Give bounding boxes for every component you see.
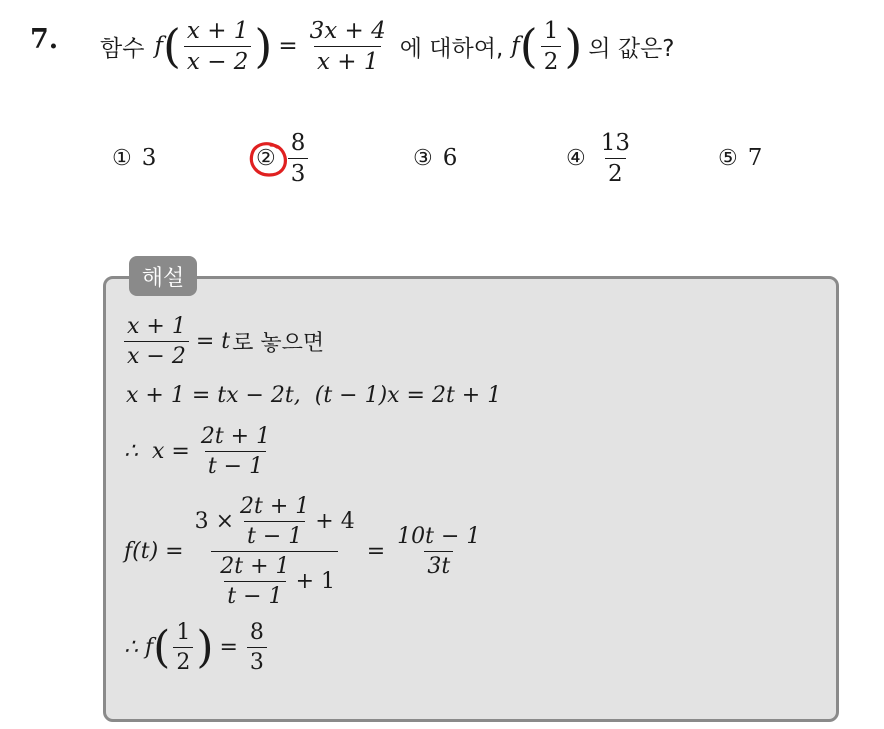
question-number: 7. — [30, 24, 59, 55]
choice-1-value: 3 — [141, 145, 157, 171]
arg-numerator: 1 — [543, 17, 559, 44]
choice-5-marker: ⑤ — [718, 145, 738, 171]
paren-open-2: ( — [519, 19, 538, 73]
final-arg-denominator: 2 — [173, 647, 193, 675]
inner-bottom-numerator: 2t + 1 — [220, 554, 290, 579]
choice-2-denominator: 3 — [288, 158, 309, 187]
solution-line-1 — [124, 314, 324, 369]
choice-4-denominator: 2 — [605, 158, 626, 187]
choice-2-marker-wrap — [256, 146, 276, 171]
choice-1-marker: ① — [112, 145, 132, 171]
choice-2-marker: ② — [256, 145, 276, 171]
question-text — [100, 14, 675, 78]
paren-close-2: ) — [564, 19, 583, 73]
equals-sign-4: = — [366, 539, 386, 564]
choice-3[interactable] — [413, 128, 457, 188]
f-of-t: f(t) = — [124, 539, 184, 564]
inner-top-fraction — [237, 494, 312, 549]
choice-2-numerator: 8 — [290, 129, 306, 156]
function-symbol-2: f — [511, 33, 520, 59]
choice-4-marker: ④ — [566, 145, 586, 171]
complex-bottom-b: + 1 — [295, 569, 335, 594]
rhs-denominator: x + 1 — [314, 46, 382, 75]
question-middle: 에 대하여, — [399, 35, 504, 62]
sub-numerator: x + 1 — [127, 314, 186, 339]
question-suffix: 의 값은? — [588, 35, 675, 62]
solution-line-5 — [124, 620, 270, 675]
sub-fraction — [124, 314, 189, 369]
sub-rest: = t — [195, 329, 231, 354]
complex-top-a: 3 × — [194, 509, 235, 534]
sub-text: 로 놓으면 — [232, 331, 325, 356]
choice-4[interactable] — [566, 128, 636, 188]
selected-answer-circle-icon — [247, 139, 291, 181]
inner-top-denominator: t − 1 — [244, 521, 305, 549]
solution-tag: 해설 — [129, 256, 197, 296]
choice-1[interactable] — [112, 128, 156, 188]
therefore-f: ∴ f — [124, 635, 154, 660]
complex-fraction — [192, 494, 358, 609]
inner-bottom-denominator: t − 1 — [224, 581, 285, 609]
complex-numerator — [192, 494, 358, 551]
choice-4-fraction — [598, 130, 633, 187]
final-result-fraction — [247, 620, 267, 675]
lhs-denominator: x − 2 — [184, 46, 252, 75]
paren-open: ( — [162, 19, 181, 73]
choice-3-marker: ③ — [413, 145, 433, 171]
result-denominator: 3t — [424, 551, 453, 579]
therefore-x: ∴ x = — [124, 439, 190, 464]
lhs-numerator: x + 1 — [186, 17, 249, 44]
equals-sign-5: = — [219, 635, 238, 660]
arg-denominator: 2 — [541, 46, 562, 75]
x-denominator: t − 1 — [205, 451, 266, 479]
paren-close: ) — [254, 19, 273, 73]
paren-open-5: ( — [153, 621, 171, 673]
function-symbol: f — [154, 33, 163, 59]
lhs-fraction — [184, 18, 252, 75]
complex-top-b: + 4 — [315, 509, 355, 534]
x-fraction — [198, 424, 273, 479]
result-fraction — [394, 524, 483, 579]
final-arg-fraction — [173, 620, 193, 675]
inner-bottom-fraction — [217, 554, 292, 609]
sub-denominator: x − 2 — [124, 341, 189, 369]
final-result-denominator: 3 — [247, 647, 267, 675]
paren-close-5: ) — [196, 621, 214, 673]
choice-5[interactable] — [718, 128, 762, 188]
rhs-numerator: 3x + 4 — [309, 17, 386, 44]
choice-2[interactable] — [256, 128, 311, 188]
arg-fraction — [541, 18, 562, 75]
final-arg-numerator: 1 — [176, 620, 191, 645]
result-numerator: 10t − 1 — [397, 524, 481, 549]
choice-5-value: 7 — [747, 145, 763, 171]
equals-sign: = — [278, 33, 298, 59]
choice-3-value: 6 — [442, 145, 458, 171]
solution-line-2: x + 1 = tx − 2t, (t − 1)x = 2t + 1 — [126, 383, 502, 408]
inner-top-numerator: 2t + 1 — [240, 494, 310, 519]
question-prefix: 함수 — [100, 35, 145, 62]
x-numerator: 2t + 1 — [200, 424, 271, 449]
complex-denominator — [211, 551, 338, 609]
final-result-numerator: 8 — [249, 620, 264, 645]
solution-line-4 — [124, 494, 486, 609]
solution-line-3 — [124, 424, 276, 479]
choice-4-numerator: 13 — [600, 129, 631, 156]
rhs-fraction — [307, 18, 389, 75]
